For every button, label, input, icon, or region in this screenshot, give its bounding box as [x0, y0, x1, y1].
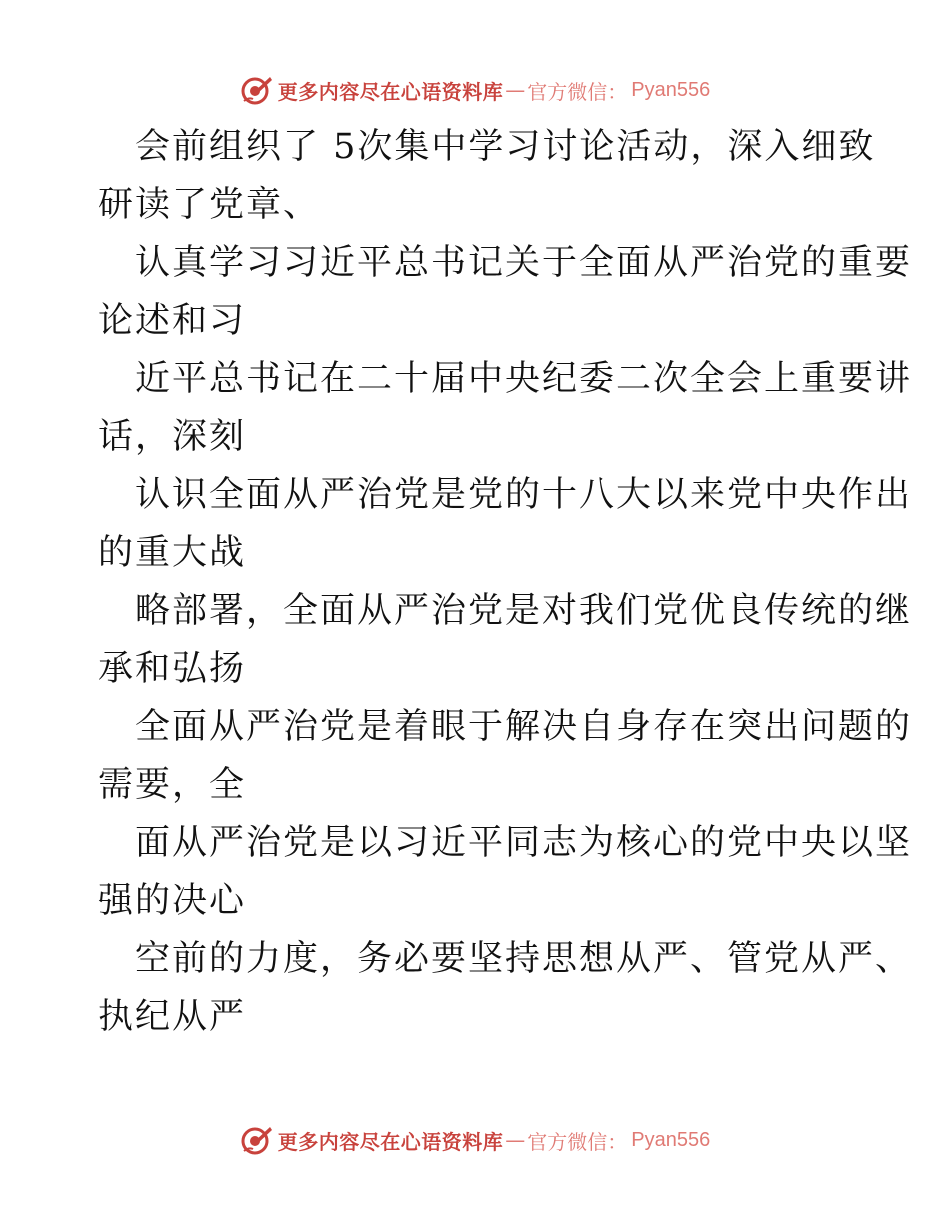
paragraph-line: 略部署，全面从严治党是对我们党优良传统的继	[135, 591, 913, 631]
footer-wechat-label: 官方微信：	[527, 1129, 628, 1154]
paragraph	[98, 118, 876, 234]
paragraph-line: 面从严治党是以习近平同志为核心的党中央以坚	[135, 823, 913, 863]
paragraph	[98, 582, 913, 698]
paragraph-line: 的重大战	[98, 533, 247, 573]
header-brand-text: 更多内容尽在心语资料库	[277, 79, 504, 104]
paragraph	[98, 466, 913, 582]
paragraph-line: 会前组织了 5次集中学习讨论活动，深入细致	[135, 127, 876, 167]
paragraph-line: 论述和习	[98, 301, 247, 341]
paragraph	[98, 234, 913, 350]
paragraph-line: 认真学习习近平总书记关于全面从严治党的重要	[135, 243, 913, 283]
header-wechat-id: Pyan556	[631, 78, 711, 101]
footer-brand-text: 更多内容尽在心语资料库	[277, 1129, 504, 1154]
header-banner	[0, 70, 950, 110]
footer-separator: —	[505, 1128, 526, 1152]
paragraph	[98, 814, 913, 930]
pen-logo-icon	[240, 73, 274, 107]
header-wechat-label: 官方微信：	[527, 79, 628, 104]
paragraph	[98, 930, 913, 1046]
pen-logo-icon	[240, 1123, 274, 1157]
document-body	[98, 118, 913, 1046]
header-separator: —	[505, 78, 526, 102]
paragraph-line: 强的决心	[98, 881, 247, 921]
paragraph-line: 空前的力度，务必要坚持思想从严、管党从严、	[135, 939, 913, 979]
paragraph-line: 近平总书记在二十届中央纪委二次全会上重要讲	[135, 359, 913, 399]
footer-wechat-id: Pyan556	[631, 1128, 711, 1151]
paragraph-line: 认识全面从严治党是党的十八大以来党中央作出	[135, 475, 913, 515]
paragraph-line: 全面从严治党是着眼于解决自身存在突出问题的	[135, 707, 913, 747]
paragraph	[98, 350, 913, 466]
footer-banner	[0, 1120, 950, 1160]
paragraph-line: 承和弘扬	[98, 649, 247, 689]
paragraph-line: 话，深刻	[98, 417, 247, 457]
paragraph	[98, 698, 913, 814]
paragraph-line: 需要，全	[98, 765, 247, 805]
paragraph-line: 研读了党章、	[98, 185, 321, 225]
paragraph-line: 执纪从严	[98, 997, 247, 1037]
